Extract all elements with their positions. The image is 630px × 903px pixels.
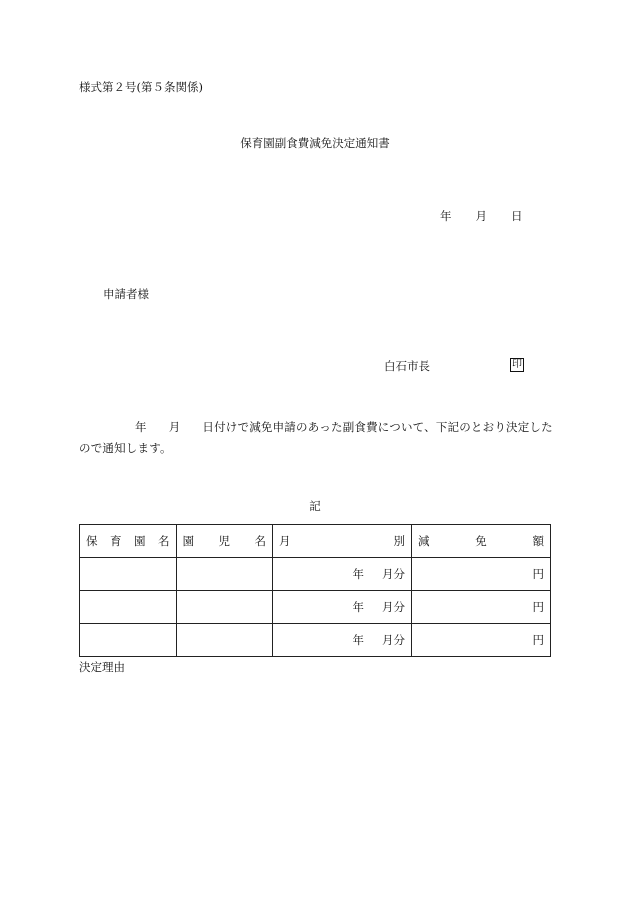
- body-year: 年: [135, 420, 147, 434]
- header-child-name: 園 児 名: [176, 525, 272, 558]
- month-cell[interactable]: 年 月分: [273, 624, 412, 657]
- table-row: [80, 558, 551, 591]
- body-month: 月: [168, 420, 181, 434]
- header-nursery-name: 保 育 園 名: [80, 525, 177, 558]
- date-line: [440, 211, 523, 223]
- form-number: 様式第２号(第５条関係): [79, 80, 203, 94]
- header-month: 月 別: [273, 525, 412, 558]
- month-cell[interactable]: 年 月分: [273, 591, 412, 624]
- nursery-name-cell[interactable]: [80, 591, 177, 624]
- nursery-name-cell[interactable]: [80, 624, 177, 657]
- table-row: [80, 591, 551, 624]
- date-day: 日: [511, 209, 523, 223]
- seal-mark: 印: [512, 359, 522, 370]
- amount-cell[interactable]: 円: [411, 591, 550, 624]
- reduction-table: [79, 524, 551, 657]
- child-name-cell[interactable]: [176, 591, 272, 624]
- ki-heading: 記: [309, 499, 321, 513]
- month-cell[interactable]: 年 月分: [273, 558, 412, 591]
- child-name-cell[interactable]: [176, 558, 272, 591]
- notice-body: [79, 417, 557, 459]
- table-header-row: [80, 525, 551, 558]
- amount-cell[interactable]: 円: [411, 558, 550, 591]
- recipient: 申請者様: [103, 287, 149, 301]
- date-month: 月: [475, 209, 487, 223]
- child-name-cell[interactable]: [176, 624, 272, 657]
- table-row: [80, 624, 551, 657]
- header-reduction-amount: 減 免 額: [411, 525, 550, 558]
- decision-reason-label: 決定理由: [79, 660, 125, 674]
- body-text: 日付けで減免申請のあった副食費について、下記のとおり決定したので通知します。: [79, 420, 553, 455]
- amount-cell[interactable]: 円: [411, 624, 550, 657]
- date-year: 年: [440, 209, 452, 223]
- nursery-name-cell[interactable]: [80, 558, 177, 591]
- document-title: 保育園副食費減免決定通知書: [240, 136, 390, 150]
- sender-name: 白石市長: [384, 359, 430, 373]
